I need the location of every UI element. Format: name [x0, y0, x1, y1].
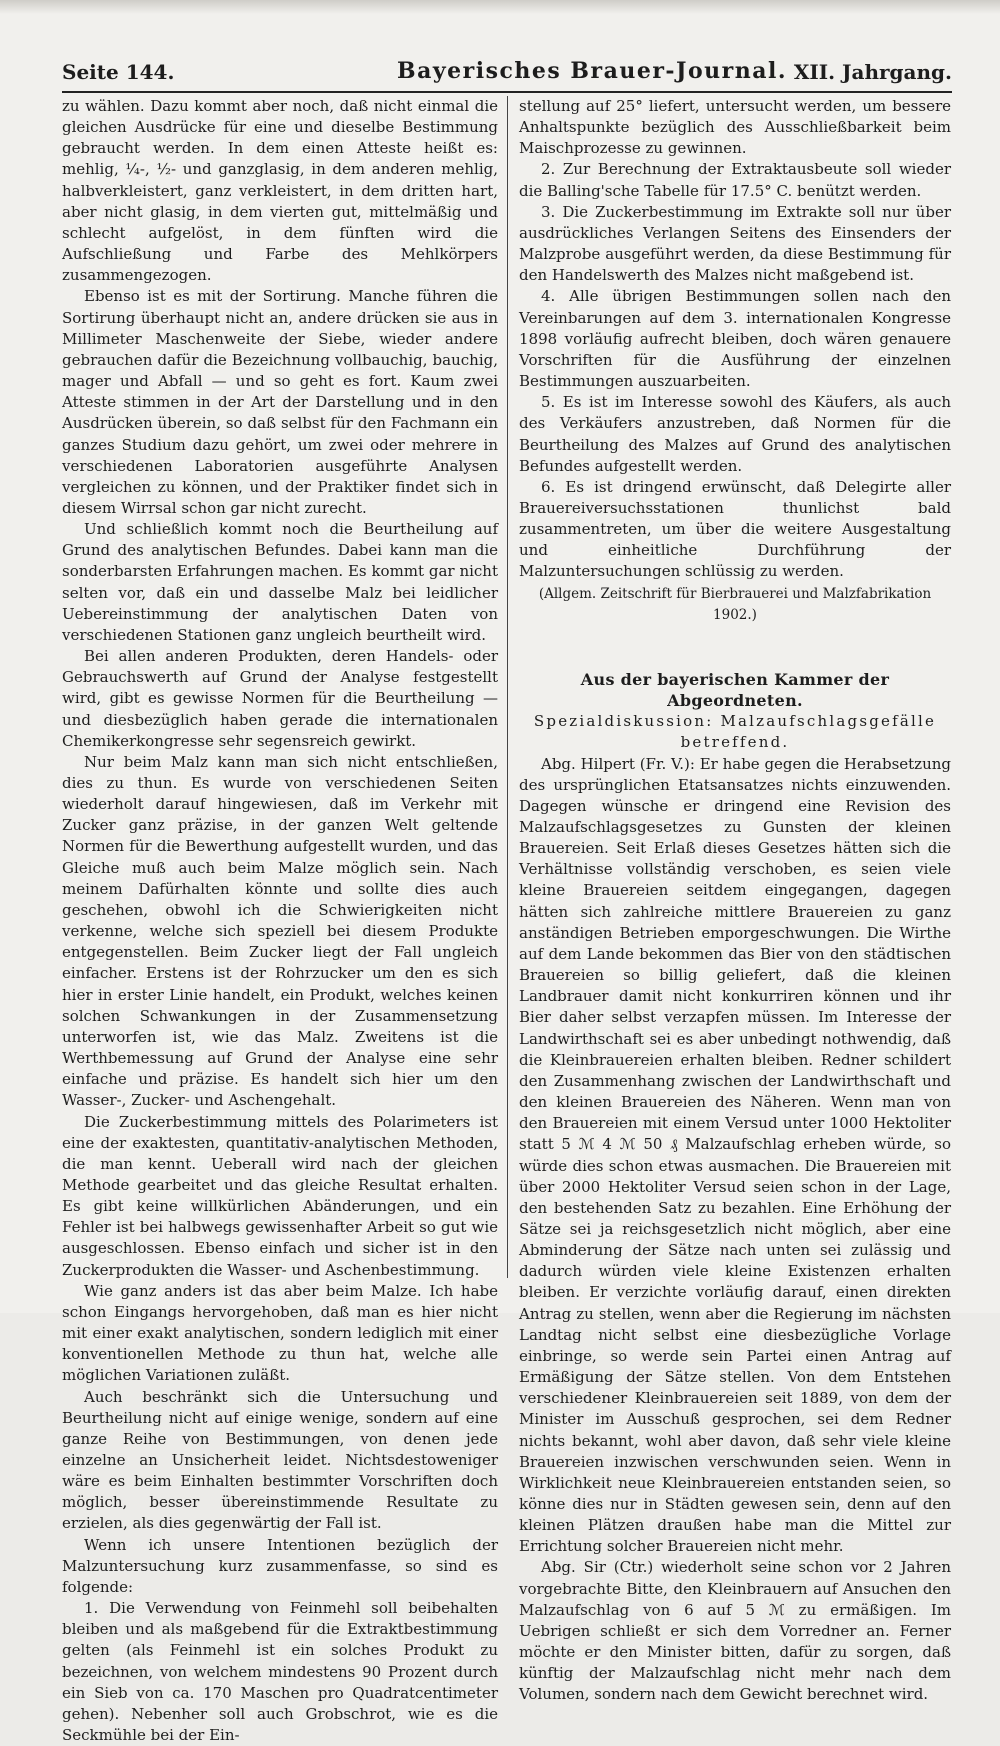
section-spacer — [519, 626, 951, 669]
list-item: 4. Alle übrigen Bestimmungen sollen nach den Vereinbarungen auf dem 3. internationalen Kongresse 1898 vorläufig aufrecht bleiben, doch wären genauere Vorschriften für die Ausführung der einzelnen Bestimmungen auszuarbeiten. — [519, 287, 951, 391]
source-citation: (Allgem. Zeitschrift für Bierbrauerei und Malzfabrikation 1902.) — [538, 585, 932, 623]
paragraph: Auch beschränkt sich die Untersuchung und Beurtheilung nicht auf einige wenige, sondern auf eine ganze Reihe von Bestimmungen, von denen jede einzelne an Unsicherheit leidet. Nichtsdestoweniger wäre es beim Einhalten bestimmter Vorschriften doch möglich, besser übereinstimmende Resultate zu erzielen, als dies gegenwärtig der Fall ist. — [62, 1387, 498, 1533]
list-item: 6. Es ist dringend erwünscht, daß Delegirte aller Brauereiversuchsstationen thunlichst bald zusammentreten, um über die weitere Ausgestaltung und einheitliche Durchführung der Malzuntersuchungen schlüssig zu werden. — [519, 477, 951, 581]
paragraph: Abg. Hilpert (Fr. V.): Er habe gegen die Herabsetzung des ursprünglichen Etatsansatzes nichts einzuwenden. Dagegen wünsche er dringend eine Revision des Malzaufschlagsgesetzes zu Gunsten der kleinen Brauereien. Seit Erlaß dieses Gesetzes hätten sich die Verhältnisse vollständig verschoben, es seien viele kleine Brauereien seitdem eingegangen, dagegen hätten sich zahlreiche mittlere Brauereien zu ganz anständigen Betrieben emporgeschwungen. Die Wirthe auf dem Lande bekommen das Bier von den städtischen Brauereien so billig geliefert, daß die kleinen Landbrauer damit nicht konkurriren können und ihr Bier daher selbst verzapfen müssen. Im Interesse der Landwirthschaft sei es aber unbedingt nothwendig, daß die Kleinbrauereien erhalten bleiben. Redner schildert den Zusammenhang zwischen der Landwirthschaft und den kleinen Brauereien des Näheren. Wenn man von den Brauereien mit einem Versud unter 1000 Hektoliter statt 5 ℳ 4 ℳ 50 ₰ Malzaufschlag erheben würde, so würde dies schon etwas ausmachen. Die Brauereien mit über 2000 Hektoliter Versud seien schon in der Lage, den bestehenden Satz zu bezahlen. Eine Erhöhung der Sätze sei ja reichsgesetzlich nicht möglich, aber eine Abminderung der Sätze nach unten sei zulässig und dadurch würden viele kleine Existenzen erhalten bleiben. Er verzichte vorläufig darauf, einen direkten Antrag zu stellen, wenn aber die Regierung im nächsten Landtag nicht selbst eine diesbezügliche Vorlage einbringe, so werde sein Partei einen Antrag auf Ermäßigung der Sätze stellen. Von dem Entstehen verschiedener Kleinbrauereien seit 1889, von dem der Minister im Ausschuß gesprochen, sei dem Redner nichts bekannt, wohl aber davon, daß sehr viele kleine Brauereien inzwischen verschwunden seien. Wenn in Wirklichkeit neue Kleinbrauereien entstanden seien, so könne dies nur in Städten gewesen sein, denn auf den kleinen Plätzen draußen habe man die Mittel zur Errichtung solcher Brauereien nicht mehr. — [519, 754, 951, 1556]
paragraph: Und schließlich kommt noch die Beurtheilung auf Grund des analytischen Befundes. Dabei kann man die sonderbarsten Erfahrungen machen. Es kommt gar nicht selten vor, daß ein und dasselbe Malz bei leidlicher Uebereinstimmung der analytischen Daten von verschiedenen Stationen ganz ungleich beurtheilt wird. — [62, 520, 498, 644]
paragraph: Bei allen anderen Produkten, deren Handels- oder Gebrauchswerth auf Grund der Analyse festgestellt wird, gibt es gewisse Normen für die Beurtheilung — und diesbezüglich haben gerade die internationalen Chemikerkongresse sehr segensreich gewirkt. — [62, 647, 498, 750]
paragraph: Die Zuckerbestimmung mittels des Polarimeters ist eine der exaktesten, quantitativ-analytischen Methoden, die man kennt. Ueberall wird nach der gleichen Methode gearbeitet und das gleiche Resultat erhalten. Es gibt keine willkürlichen Abänderungen, und ein Fehler ist bei halbwegs gewissenhafter Arbeit so gut wie ausgeschlossen. Ebenso einfach und sicher ist in den Zuckerprodukten die Wasser- und Aschenbestimmung. — [62, 1112, 498, 1279]
paragraph: Nur beim Malz kann man sich nicht entschließen, dies zu thun. Es wurde von verschiedenen Seiten wiederholt darauf hingewiesen, daß im Verkehr mit Zucker ganz präzise, in der ganzen Welt geltende Normen für die Bewerthung aufgestellt wurden, und das Gleiche muß auch beim Malze möglich sein. Nach meinem Dafürhalten könnte und sollte dies auch geschehen, obwohl ich die Schwierigkeiten nicht verkenne, welche sich speziell bei diesem Produkte entgegenstellen. Beim Zucker liegt der Fall ungleich einfacher. Erstens ist der Rohrzucker um den es sich hier in erster Linie handelt, ein Produkt, welches keinen solchen Schwankungen in der Zusammensetzung unterworfen ist, wie das Malz. Zweitens ist die Werthbemessung auf Grund der Analyse eine sehr einfache und präzise. Es handelt sich hier um den Wasser-, Zucker- und Aschengehalt. — [62, 752, 498, 1110]
volume-label: XII. Jahrgang. — [793, 60, 952, 84]
journal-title: Bayerisches Brauer-Journal. — [397, 58, 787, 84]
paragraph: Wenn ich unsere Intentionen bezüglich der Malzuntersuchung kurz zusammenfasse, so sind es folgende: — [62, 1535, 498, 1596]
paragraph: stellung auf 25° liefert, untersucht werden, um bessere Anhaltspunkte bezüglich des Ausschließbarkeit beim Maischprozesse zu gewinnen. — [519, 97, 951, 158]
list-item: 3. Die Zuckerbestimmung im Extrakte soll nur über ausdrückliches Verlangen Seitens des Einsenders der Malzprobe ausgeführt werden, da diese Bestimmung für den Handelswerth des Malzes nicht maßgebend ist. — [519, 202, 951, 285]
left-column — [62, 96, 498, 1745]
list-item: 5. Es ist im Interesse sowohl des Käufers, als auch des Verkäufers anzustreben, daß Normen für die Beurtheilung des Malzes auf Grund des analytischen Befundes aufgestellt werden. — [519, 393, 951, 475]
paragraph: Abg. Sir (Ctr.) wiederholt seine schon vor 2 Jahren vorgebrachte Bitte, den Kleinbrauern auf Ansuchen den Malzaufschlag von 6 auf 5 ℳ zu ermäßigen. Im Uebrigen schließt er sich dem Vorredner an. Ferner möchte er den Minister bitten, dafür zu sorgen, daß künftig der Malzaufschlag nicht mehr nach dem Volumen, sondern nach dem Gewicht berechnet wird. — [519, 1558, 951, 1704]
paragraph: Ebenso ist es mit der Sortirung. Manche führen die Sortirung überhaupt nicht an, andere drücken sie aus in Millimeter Maschenweite der Siebe, wieder andere gebrauchen dafür die Bezeichnung vollbauchig, bauchig, mager und Abfall — und so geht es fort. Kaum zwei Atteste stimmen in der Art der Darstellung und in den Ausdrücken überein, so daß selbst für den Fachmann ein ganzes Studium dazu gehört, um zwei oder mehrere in verschiedenen Laboratorien ausgeführte Analysen vergleichen zu können, und der Praktiker findet sich in diesem Wirrsal schon gar nicht zurecht. — [62, 287, 498, 517]
list-item: 1. Die Verwendung von Feinmehl soll beibehalten bleiben und als maßgebend für die Extraktbestimmung gelten (als Feinmehl ist ein solches Produkt zu bezeichnen, von welchem mindestens 90 Prozent durch ein Sieb von ca. 170 Maschen pro Quadratcentimeter gehen). Nebenher soll auch Grobschrot, wie es die Seckmühle bei der Ein- — [62, 1599, 498, 1745]
page-header — [62, 56, 952, 86]
paragraph: Wie ganz anders ist das aber beim Malze. Ich habe schon Eingangs hervorgehoben, daß man es hier nicht mit einer exakt analytischen, sondern lediglich mit einer konventionellen Methode zu thun hat, welche alle möglichen Variationen zuläßt. — [62, 1281, 498, 1385]
scan-edge-shadow — [0, 0, 1000, 14]
paragraph: zu wählen. Dazu kommt aber noch, daß nicht einmal die gleichen Ausdrücke für eine und dieselbe Bestimmung gebraucht werden. In dem einen Atteste heißt es: mehlig, ¼-, ½- und ganzglasig, in dem anderen mehlig, halbverkleistert, ganz verkleistert, in dem dritten hart, aber nicht glasig, in dem vierten gut, mittelmäßig und schlecht aufgelöst, in dem fünften wird die Aufschließung und Farbe des Mehlkörpers zusammengezogen. — [62, 97, 498, 285]
column-divider — [507, 96, 508, 1278]
section-subheading: Spezialdiskussion: Malzaufschlagsgefälle betreffend. — [533, 712, 937, 752]
right-column — [519, 96, 951, 1704]
page-number: Seite 144. — [62, 60, 175, 84]
list-item: 2. Zur Berechnung der Extraktausbeute soll wieder die Balling'sche Tabelle für 17.5° C. benützt werden. — [519, 160, 951, 200]
section-heading: Aus der bayerischen Kammer der Abgeordneten. — [580, 669, 890, 711]
header-rule — [62, 91, 952, 93]
